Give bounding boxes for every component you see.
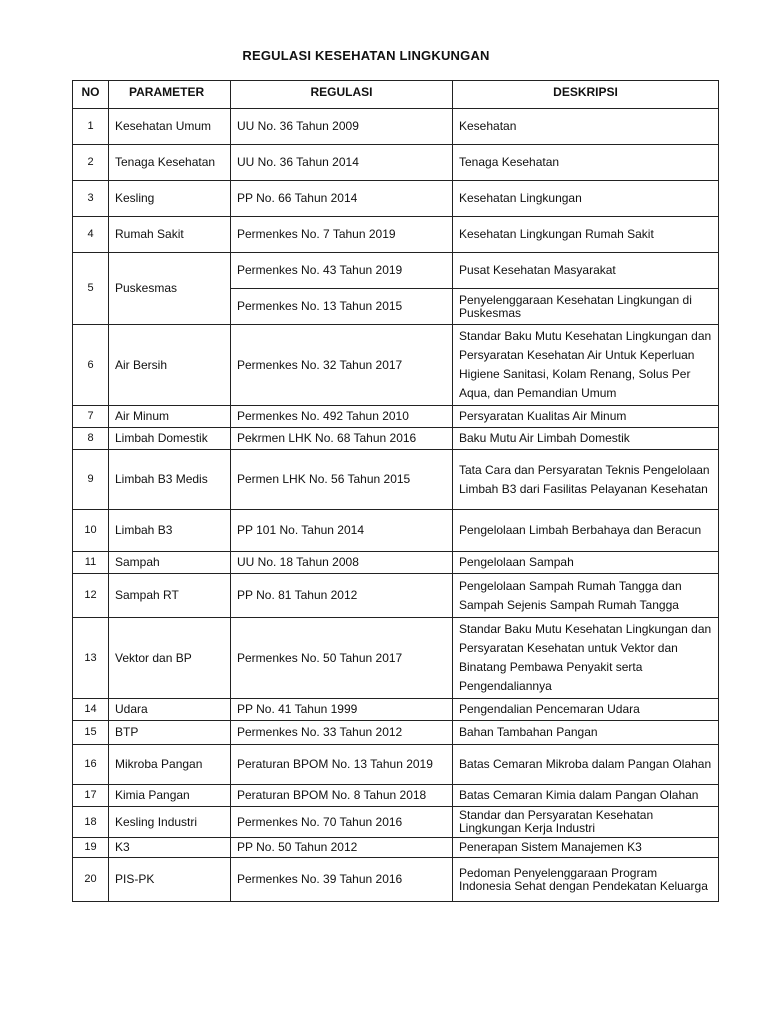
row-deskripsi: Standar Baku Mutu Kesehatan Lingkungan dan Persyaratan Kesehatan Air Untuk Keperluan Higiene Sanitasi, Kolam Renang, Solus Per Aqua, dan Pemandian Umum: [453, 325, 719, 406]
row-no: 8: [73, 428, 109, 450]
table-row: [73, 109, 719, 145]
row-parameter: PIS-PK: [109, 858, 231, 902]
document-title: REGULASI KESEHATAN LINGKUNGAN: [242, 48, 490, 63]
row-parameter: Air Bersih: [109, 325, 231, 406]
row-regulasi: Permenkes No. 33 Tahun 2012: [231, 721, 453, 745]
row-no: 20: [73, 858, 109, 902]
row-deskripsi: Batas Cemaran Mikroba dalam Pangan Olahan: [453, 745, 719, 785]
table-row: [73, 858, 719, 902]
table-row: [73, 745, 719, 785]
row-regulasi: Permenkes No. 39 Tahun 2016: [231, 858, 453, 902]
row-regulasi: Pekrmen LHK No. 68 Tahun 2016: [231, 428, 453, 450]
row-regulasi: PP No. 50 Tahun 2012: [231, 838, 453, 858]
row-parameter: Tenaga Kesehatan: [109, 145, 231, 181]
row-parameter: Sampah: [109, 552, 231, 574]
row-parameter: Vektor dan BP: [109, 618, 231, 699]
row-deskripsi: Tata Cara dan Persyaratan Teknis Pengelolaan Limbah B3 dari Fasilitas Pelayanan Kesehatan: [453, 450, 719, 510]
row-parameter: Sampah RT: [109, 574, 231, 618]
table-row: [73, 721, 719, 745]
row-parameter: BTP: [109, 721, 231, 745]
row-deskripsi: Pengendalian Pencemaran Udara: [453, 699, 719, 721]
row-deskripsi: Persyaratan Kualitas Air Minum: [453, 406, 719, 428]
row-deskripsi: Tenaga Kesehatan: [453, 145, 719, 181]
row-no: 19: [73, 838, 109, 858]
row-no: 9: [73, 450, 109, 510]
row-no: 15: [73, 721, 109, 745]
row-parameter: Limbah B3 Medis: [109, 450, 231, 510]
table-row: [73, 807, 719, 838]
row-no: 5: [73, 253, 109, 325]
row-parameter: Limbah Domestik: [109, 428, 231, 450]
header-no: NO: [73, 81, 109, 109]
row-deskripsi: Pengelolaan Limbah Berbahaya dan Beracun: [453, 510, 719, 552]
table-row: [73, 618, 719, 699]
table-row: [73, 510, 719, 552]
row-parameter: Limbah B3: [109, 510, 231, 552]
row-deskripsi: Penyelenggaraan Kesehatan Lingkungan di Puskesmas: [453, 289, 719, 325]
row-parameter: Kimia Pangan: [109, 785, 231, 807]
row-deskripsi: Standar Baku Mutu Kesehatan Lingkungan dan Persyaratan Kesehatan untuk Vektor dan Binatang Pembawa Penyakit serta Pengendaliannya: [453, 618, 719, 699]
row-no: 17: [73, 785, 109, 807]
row-no: 3: [73, 181, 109, 217]
row-deskripsi: Pedoman Penyelenggaraan Program Indonesia Sehat dengan Pendekatan Keluarga: [453, 858, 719, 902]
row-regulasi: Permenkes No. 7 Tahun 2019: [231, 217, 453, 253]
table-row: [73, 145, 719, 181]
row-deskripsi: Pengelolaan Sampah Rumah Tangga dan Sampah Sejenis Sampah Rumah Tangga: [453, 574, 719, 618]
row-deskripsi: Standar dan Persyaratan Kesehatan Lingkungan Kerja Industri: [453, 807, 719, 838]
table-row: [73, 325, 719, 406]
row-deskripsi: Pusat Kesehatan Masyarakat: [453, 253, 719, 289]
row-parameter: Rumah Sakit: [109, 217, 231, 253]
row-no: 10: [73, 510, 109, 552]
row-regulasi: PP No. 41 Tahun 1999: [231, 699, 453, 721]
table-row: [73, 253, 719, 289]
row-deskripsi: Baku Mutu Air Limbah Domestik: [453, 428, 719, 450]
row-regulasi: UU No. 36 Tahun 2014: [231, 145, 453, 181]
row-deskripsi: Batas Cemaran Kimia dalam Pangan Olahan: [453, 785, 719, 807]
row-parameter: Puskesmas: [109, 253, 231, 325]
row-parameter: Mikroba Pangan: [109, 745, 231, 785]
row-regulasi: Permenkes No. 70 Tahun 2016: [231, 807, 453, 838]
row-no: 16: [73, 745, 109, 785]
row-regulasi: UU No. 36 Tahun 2009: [231, 109, 453, 145]
row-regulasi: Peraturan BPOM No. 13 Tahun 2019: [231, 745, 453, 785]
table-row: [73, 574, 719, 618]
row-deskripsi: Kesehatan Lingkungan: [453, 181, 719, 217]
row-regulasi: PP No. 81 Tahun 2012: [231, 574, 453, 618]
header-parameter: PARAMETER: [109, 81, 231, 109]
table-row: [73, 785, 719, 807]
row-regulasi: Permenkes No. 50 Tahun 2017: [231, 618, 453, 699]
row-parameter: Air Minum: [109, 406, 231, 428]
row-no: 18: [73, 807, 109, 838]
row-deskripsi: Kesehatan Lingkungan Rumah Sakit: [453, 217, 719, 253]
table-row: [73, 838, 719, 858]
table-row: [73, 181, 719, 217]
row-no: 7: [73, 406, 109, 428]
header-deskripsi: DESKRIPSI: [453, 81, 719, 109]
row-deskripsi: Penerapan Sistem Manajemen K3: [453, 838, 719, 858]
row-regulasi: Permenkes No. 492 Tahun 2010: [231, 406, 453, 428]
row-regulasi: Peraturan BPOM No. 8 Tahun 2018: [231, 785, 453, 807]
table-row: [73, 450, 719, 510]
row-no: 4: [73, 217, 109, 253]
table-header-row: [73, 81, 719, 109]
regulation-table: [72, 80, 719, 902]
row-no: 11: [73, 552, 109, 574]
row-regulasi: Permenkes No. 43 Tahun 2019: [231, 253, 453, 289]
row-no: 2: [73, 145, 109, 181]
table-row: [73, 552, 719, 574]
row-deskripsi: Bahan Tambahan Pangan: [453, 721, 719, 745]
row-regulasi: Permenkes No. 13 Tahun 2015: [231, 289, 453, 325]
table-row: [73, 699, 719, 721]
row-no: 14: [73, 699, 109, 721]
row-parameter: K3: [109, 838, 231, 858]
row-no: 12: [73, 574, 109, 618]
row-parameter: Kesling: [109, 181, 231, 217]
table-row: [73, 406, 719, 428]
row-no: 6: [73, 325, 109, 406]
table-row: [73, 428, 719, 450]
row-parameter: Udara: [109, 699, 231, 721]
row-deskripsi: Pengelolaan Sampah: [453, 552, 719, 574]
row-parameter: Kesehatan Umum: [109, 109, 231, 145]
row-no: 1: [73, 109, 109, 145]
row-regulasi: PP 101 No. Tahun 2014: [231, 510, 453, 552]
row-regulasi: UU No. 18 Tahun 2008: [231, 552, 453, 574]
row-regulasi: PP No. 66 Tahun 2014: [231, 181, 453, 217]
row-regulasi: Permenkes No. 32 Tahun 2017: [231, 325, 453, 406]
table-row: [73, 217, 719, 253]
row-regulasi: Permen LHK No. 56 Tahun 2015: [231, 450, 453, 510]
row-parameter: Kesling Industri: [109, 807, 231, 838]
row-deskripsi: Kesehatan: [453, 109, 719, 145]
row-no: 13: [73, 618, 109, 699]
header-regulasi: REGULASI: [231, 81, 453, 109]
